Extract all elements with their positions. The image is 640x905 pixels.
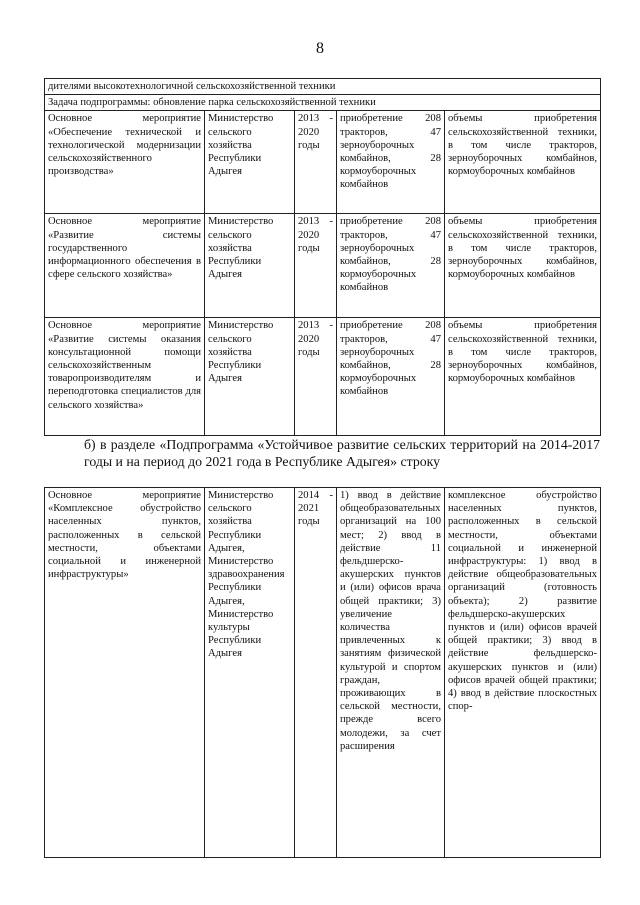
measure-cell: Основное мероприятие «Обеспечение технической и технологической модернизации сельскохозяйственного производства» (45, 111, 205, 214)
table-row (45, 111, 601, 214)
indicator-cell: объемы приобретения сельскохозяйственной техники, в том числе тракторов, зерноуборочных комбайнов, кормоуборочных комбайнов (445, 318, 601, 436)
executor-cell: Министерство сельского хозяйства Республики Адыгея (205, 318, 295, 436)
result-cell: 1) ввод в действие общеобразовательных организаций на 100 мест; 2) ввод в действие 11 фельдшерско-акушерских пунктов и (или) офисов врача общей практики; 3) увеличение количества привлеченных к занятиям физической культурой и спортом граждан, проживающих в сельской местности, прежде всего молодежи, за счет расширения (337, 488, 445, 858)
term-cell: 2013 - 2020 годы (295, 318, 337, 436)
executor-cell: Министерство сельского хозяйства Республики Адыгея (205, 214, 295, 318)
indicator-cell: объемы приобретения сельскохозяйственной техники, в том числе тракторов, зерноуборочных комбайнов, кормоуборочных комбайнов (445, 111, 601, 214)
section-paragraph (44, 437, 600, 470)
result-cell: приобретение 208 тракторов, 47 зерноуборочных комбайнов, 28 кормоуборочных комбайнов (337, 318, 445, 436)
measure-cell: Основное мероприятие «Комплексное обустройство населенных пунктов, расположенных в сельской местности, объектами социальной и инженерной инфраструктуры» (45, 488, 205, 858)
table-row (45, 488, 601, 858)
page-number: 8 (316, 40, 324, 57)
table-row (45, 214, 601, 318)
indicator-cell: объемы приобретения сельскохозяйственной техники, в том числе тракторов, зерноуборочных комбайнов, кормоуборочных комбайнов (445, 214, 601, 318)
executor-cell: Министерство сельского хозяйства Республики Адыгея (205, 111, 295, 214)
table-continuation-row: дителями высокотехнологичной сельскохозяйственной техники (45, 79, 601, 95)
table-subprogram-technics (44, 78, 601, 436)
paragraph-text: б) в разделе «Подпрограмма «Устойчивое развитие сельских территорий на 2014-2017 годы и на период до 2021 года в Республике Адыгея» строку (84, 437, 600, 469)
measure-cell: Основное мероприятие «Развитие системы оказания консультационной помощи сельскохозяйственным товаропроизводителям и переподготовка специалистов для сельского хозяйства» (45, 318, 205, 436)
term-cell: 2013 - 2020 годы (295, 214, 337, 318)
indicator-cell: комплексное обустройство населенных пунктов, расположенных в сельской местности, объектами социальной и инженерной инфраструктуры: 1) ввод в действие общеобразовательных организаций (готовность объекта); 2) развитие фельдшерско-акушерских пунктов и (или) офисов врачей общей практики; 3) ввод в действие фельдшерско-акушерских пунктов и (или) офисов врачей общей практики; 4) ввод в действие плоскостных спор- (445, 488, 601, 858)
result-cell: приобретение 208 тракторов, 47 зерноуборочных комбайнов, 28 кормоуборочных комбайнов (337, 111, 445, 214)
term-cell: 2014 - 2021 годы (295, 488, 337, 858)
task-row: Задача подпрограммы: обновление парка сельскохозяйственной техники (45, 95, 601, 111)
result-cell: приобретение 208 тракторов, 47 зерноуборочных комбайнов, 28 кормоуборочных комбайнов (337, 214, 445, 318)
table-subprogram-rural (44, 487, 601, 858)
executor-cell: Министерство сельского хозяйства Республики Адыгея, Министерство здравоохранения Республики Адыгея, Министерство культуры Республики Адыгея (205, 488, 295, 858)
measure-cell: Основное мероприятие «Развитие системы государственного информационного обеспечения в сфере сельского хозяйства» (45, 214, 205, 318)
table-row (45, 318, 601, 436)
term-cell: 2013 - 2020 годы (295, 111, 337, 214)
